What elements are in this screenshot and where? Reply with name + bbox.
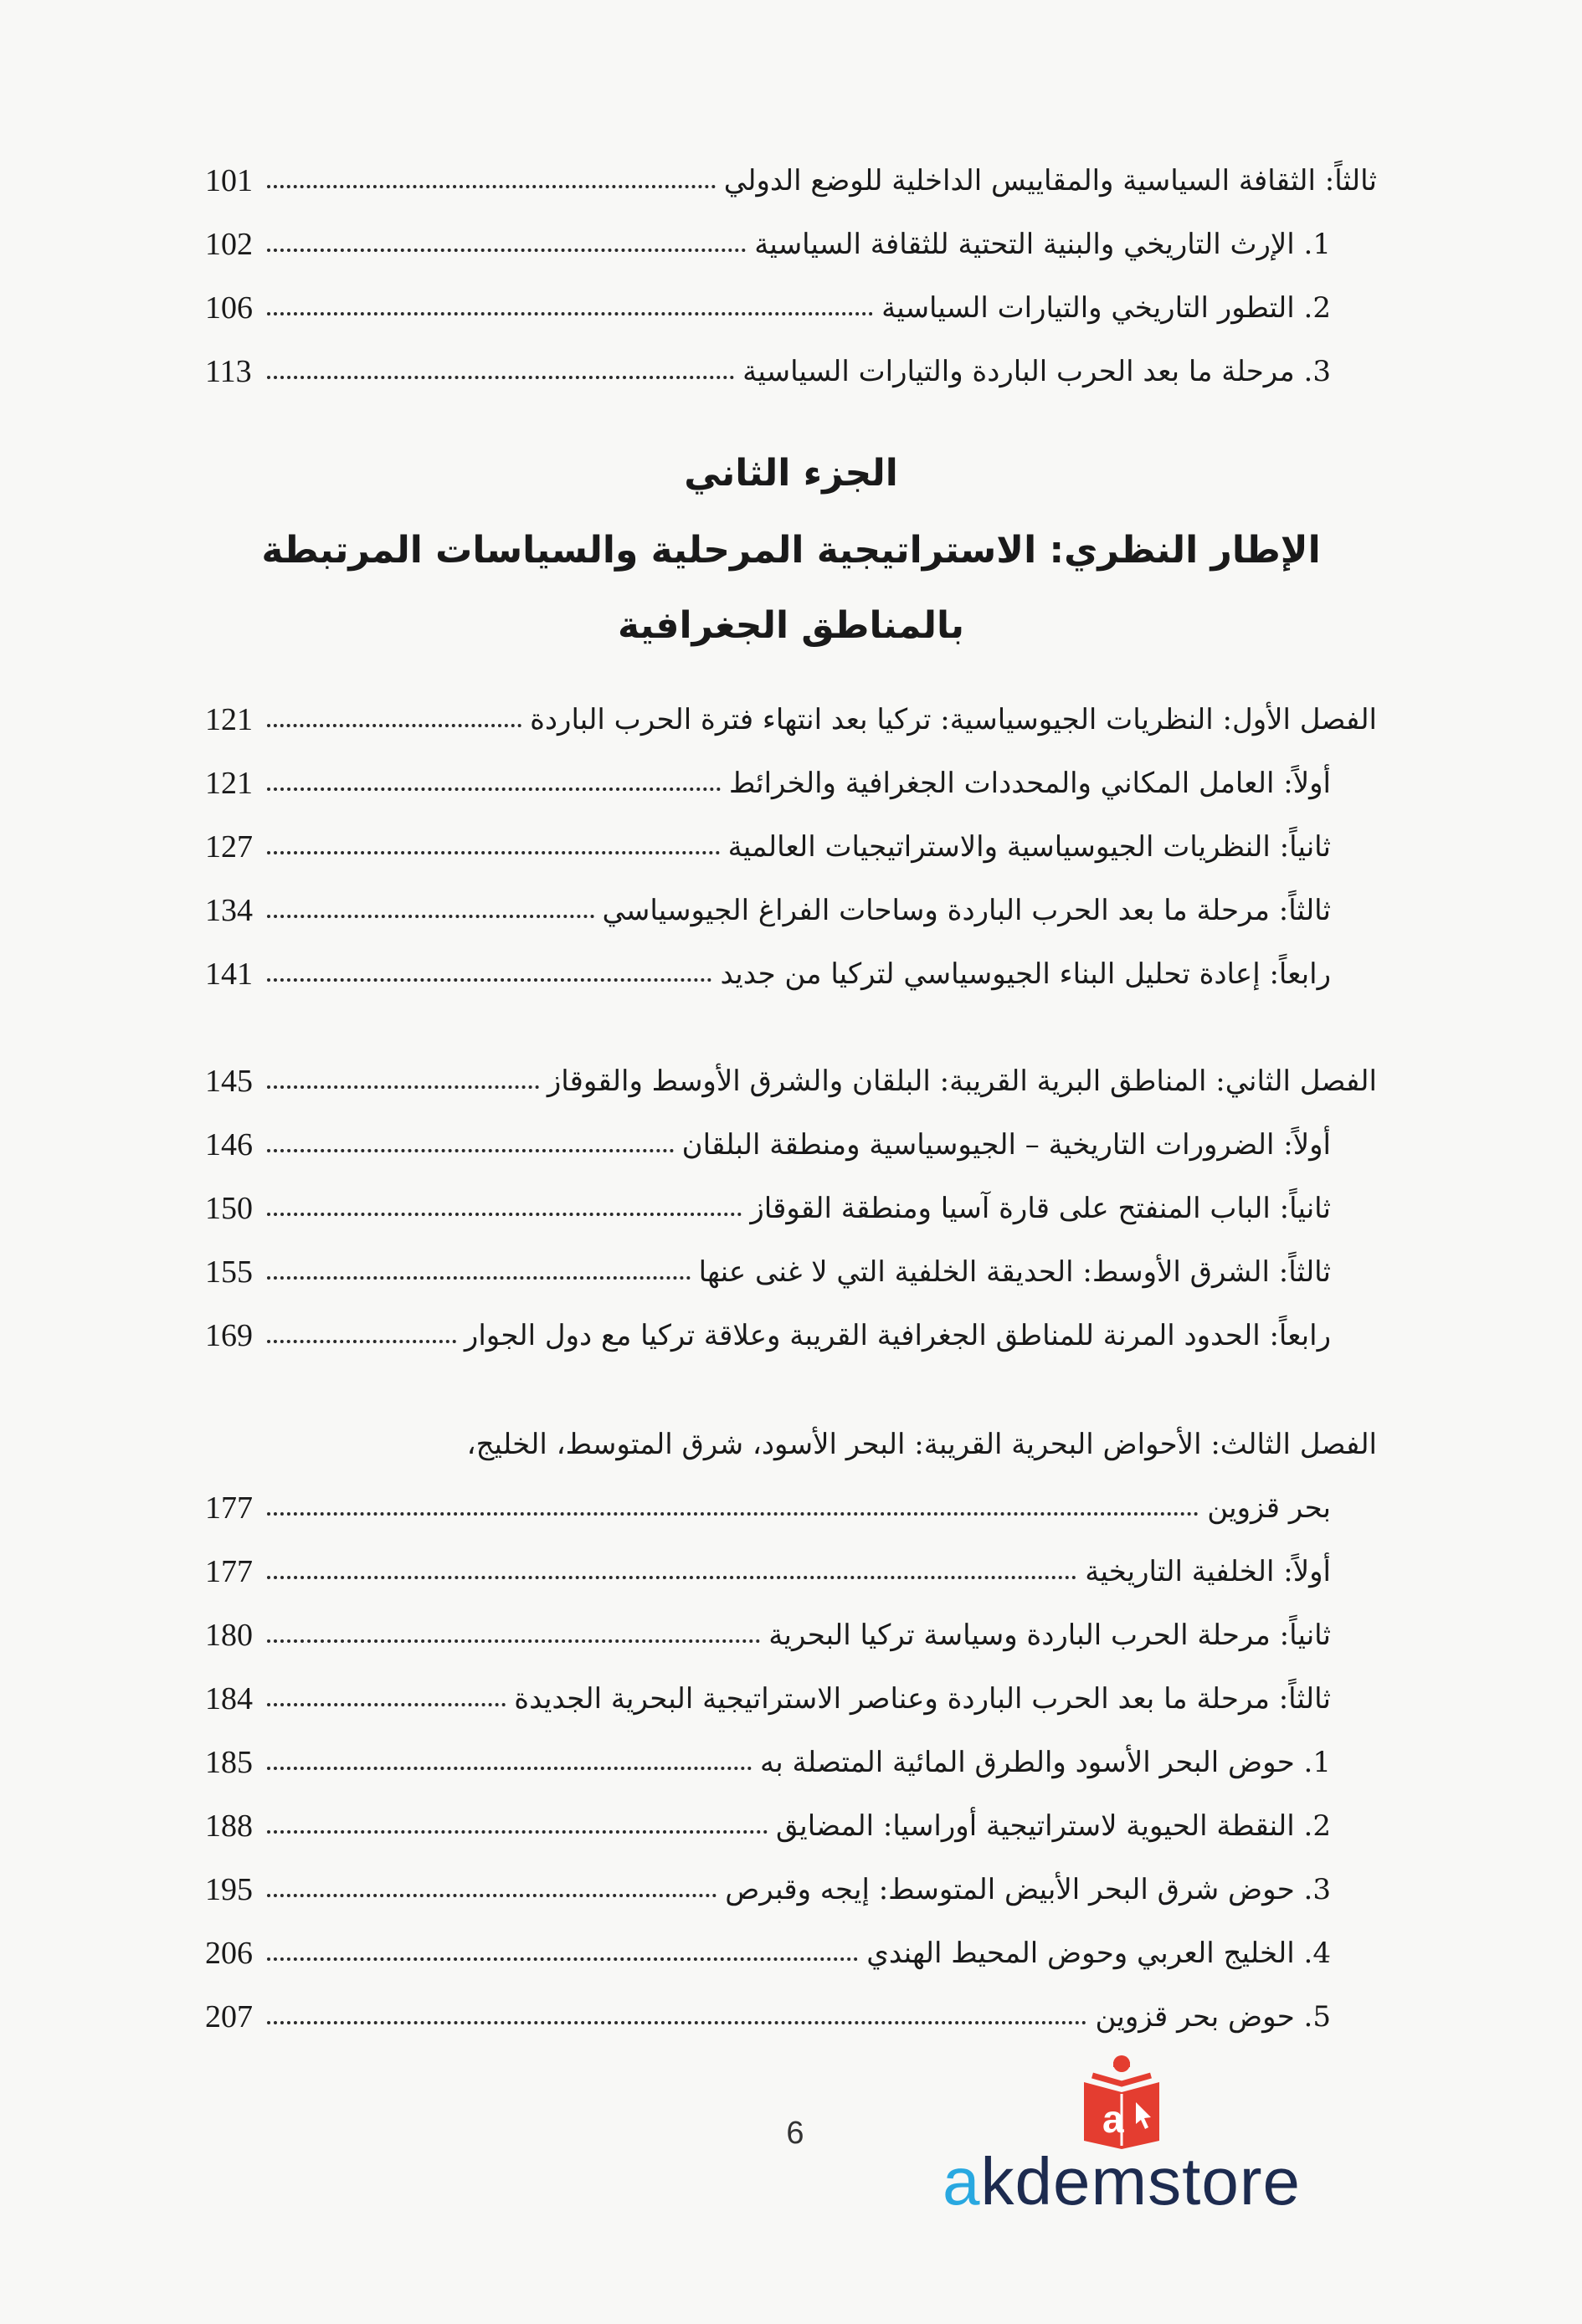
toc-entry-title: 3. مرحلة ما بعد الحرب الباردة والتيارات السياسية <box>742 355 1331 388</box>
toc-entry-title: 1. حوض البحر الأسود والطرق المائية المتصلة به <box>759 1746 1331 1779</box>
toc-chapter-heading[interactable]: الفصل الثالث: الأحواض البحرية القريبة: البحر الأسود، شرق المتوسط، الخليج، <box>466 1428 1377 1461</box>
dot-leader <box>267 1830 768 1834</box>
toc-entry-title: 2. التطور التاريخي والتيارات السياسية <box>881 291 1331 325</box>
dot-leader <box>267 1512 1199 1516</box>
dot-leader <box>267 724 521 727</box>
dot-leader <box>267 1639 760 1643</box>
dot-leader <box>267 1340 456 1343</box>
toc-entry[interactable] <box>205 346 1377 397</box>
dot-leader <box>267 185 716 188</box>
toc-entry[interactable] <box>205 1801 1377 1851</box>
toc-entry-title: ثانياً: الباب المنفتح على قارة آسيا ومنطقة القوقاز <box>750 1192 1331 1225</box>
toc-entry[interactable] <box>205 1674 1377 1724</box>
book-cart-icon <box>1067 2050 1176 2151</box>
toc-page-number: 121 <box>205 766 253 801</box>
dot-leader <box>267 851 720 854</box>
toc-page-number: 101 <box>205 163 253 198</box>
part-title-line2: بالمناطق الجغرافية <box>617 604 965 647</box>
toc-entry-title: الفصل الثاني: المناطق البرية القريبة: البلقان والشرق الأوسط والقوقاز <box>547 1065 1377 1098</box>
toc-page-number: 134 <box>205 893 253 928</box>
toc-entry[interactable] <box>205 1311 1377 1361</box>
toc-entry-title: أولاً: الضرورات التاريخية – الجيوسياسية ومنطقة البلقان <box>681 1128 1331 1162</box>
toc-entry-title: ثالثاً: الشرق الأوسط: الحديقة الخلفية التي لا غنى عنها <box>698 1255 1331 1289</box>
toc-entry[interactable] <box>205 1547 1377 1597</box>
toc-page-number: 106 <box>205 290 253 326</box>
toc-page-number: 188 <box>205 1808 253 1844</box>
toc-page-number: 127 <box>205 829 253 864</box>
toc-page-number: 141 <box>205 957 253 992</box>
toc-entry-title: بحر قزوين <box>1207 1491 1331 1525</box>
dot-leader <box>267 978 711 982</box>
logo-wordmark: akdemstore <box>943 2144 1301 2219</box>
toc-entry[interactable] <box>205 949 1377 999</box>
toc-entry-title: ثالثاً: مرحلة ما بعد الحرب الباردة وساحات الفراغ الجيوسياسي <box>602 894 1331 927</box>
part-heading: الجزء الثاني <box>684 452 898 495</box>
svg-text:a: a <box>1102 2097 1124 2141</box>
dot-leader <box>267 1085 539 1089</box>
dot-leader <box>267 915 594 918</box>
toc-entry[interactable] <box>205 1120 1377 1170</box>
toc-page-number: 113 <box>205 354 252 389</box>
toc-entry[interactable] <box>205 758 1377 808</box>
dot-leader <box>267 1767 752 1770</box>
toc-page-number: 146 <box>205 1127 253 1162</box>
toc-entry[interactable] <box>205 1737 1377 1788</box>
toc-entry-title: 3. حوض شرق البحر الأبيض المتوسط: إيجه وقبرص <box>725 1873 1331 1906</box>
toc-entry[interactable] <box>205 1928 1377 1978</box>
toc-page-number: 150 <box>205 1191 253 1226</box>
toc-entry[interactable] <box>205 1247 1377 1297</box>
toc-entry[interactable] <box>205 1183 1377 1234</box>
toc-page-number: 180 <box>205 1618 253 1653</box>
toc-entry-title: 5. حوض بحر قزوين <box>1095 2000 1331 2034</box>
toc-entry-title: الفصل الأول: النظريات الجيوسياسية: تركيا بعد انتهاء فترة الحرب الباردة <box>530 703 1377 736</box>
toc-page-number: 177 <box>205 1490 253 1526</box>
page-number: 6 <box>786 2116 804 2151</box>
dot-leader <box>267 1213 742 1216</box>
toc-entry[interactable] <box>205 1992 1377 2042</box>
dot-leader <box>267 2021 1086 2024</box>
dot-leader <box>267 312 873 316</box>
toc-entry-title: رابعاً: الحدود المرنة للمناطق الجغرافية القريبة وعلاقة تركيا مع دول الجوار <box>464 1319 1331 1352</box>
toc-entry[interactable] <box>205 1865 1377 1915</box>
dot-leader <box>267 1957 858 1961</box>
toc-page-number: 177 <box>205 1554 253 1589</box>
dot-leader <box>267 1894 717 1897</box>
toc-chapter-entry[interactable] <box>205 1056 1377 1106</box>
toc-entry[interactable] <box>205 885 1377 936</box>
toc-entry-title: ثانياً: مرحلة الحرب الباردة وسياسة تركيا البحرية <box>768 1619 1331 1652</box>
toc-page-number: 169 <box>205 1318 253 1353</box>
toc-page-number: 121 <box>205 702 253 737</box>
toc-entry[interactable] <box>205 156 1377 206</box>
toc-entry[interactable] <box>205 283 1377 333</box>
toc-entry[interactable] <box>205 1610 1377 1660</box>
toc-entry-title: رابعاً: إعادة تحليل البناء الجيوسياسي لتركيا من جديد <box>720 957 1331 991</box>
toc-entry-title: 2. النقطة الحيوية لاستراتيجية أوراسيا: المضايق <box>775 1809 1331 1843</box>
toc-entry-title: أولاً: الخلفية التاريخية <box>1085 1555 1331 1588</box>
dot-leader <box>267 1149 674 1152</box>
toc-entry[interactable] <box>205 822 1377 872</box>
toc-entry[interactable] <box>205 1483 1377 1533</box>
toc-page-number: 145 <box>205 1064 253 1099</box>
toc-chapter-entry[interactable] <box>205 695 1377 745</box>
dot-leader <box>267 1703 506 1706</box>
toc-entry-title: ثانياً: النظريات الجيوسياسية والاستراتيجيات العالمية <box>727 830 1331 864</box>
part-title-line1: الإطار النظري: الاستراتيجية المرحلية والسياسات المرتبطة <box>261 529 1321 572</box>
toc-entry-title: 4. الخليج العربي وحوض المحيط الهندي <box>866 1937 1331 1970</box>
toc-entry-title: 1. الإرث التاريخي والبنية التحتية للثقافة السياسية <box>754 228 1331 261</box>
dot-leader <box>267 376 734 379</box>
toc-entry-title: أولاً: العامل المكاني والمحددات الجغرافية والخرائط <box>728 767 1331 800</box>
dot-leader <box>267 787 721 791</box>
toc-entry[interactable] <box>205 219 1377 269</box>
toc-page-number: 207 <box>205 1999 253 2034</box>
toc-entry-title: ثالثاً: مرحلة ما بعد الحرب الباردة وعناصر الاستراتيجية البحرية الجديدة <box>514 1682 1331 1716</box>
toc-page-number: 195 <box>205 1872 253 1907</box>
toc-page-number: 206 <box>205 1936 253 1971</box>
akdemstore-logo <box>904 2050 1339 2226</box>
toc-page-number: 185 <box>205 1745 253 1780</box>
toc-entry-title: ثالثاً: الثقافة السياسية والمقاييس الداخلية للوضع الدولي <box>723 164 1377 198</box>
toc-page-number: 155 <box>205 1254 253 1290</box>
dot-leader <box>267 1576 1076 1579</box>
dot-leader <box>267 1276 691 1280</box>
toc-page-number: 102 <box>205 227 253 262</box>
toc-page-number: 184 <box>205 1681 253 1716</box>
dot-leader <box>267 249 746 252</box>
